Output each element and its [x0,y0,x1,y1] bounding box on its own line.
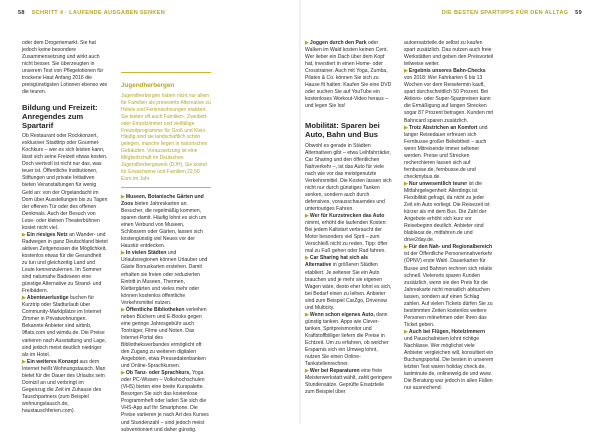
bullet-item: ▶Wenn schon eigenes Auto, dann günstig tanken. Apps wie Clever-tanken, Spritpreismonitor und Kraftstoffbilliger liefern die Preise in Echtzeit. Um zu erfahren, ob welcher Ersparnis sich ein Umweg lohnt, nutzen Sie einen Online-Tankstellenrechner. [305,311,389,368]
bullet-item: ▶Ein weiteres Konzept aus dem Internet heißt Wohnungstausch. Man bietet für die Dauer des Urlaubs sein Domizil an und verbringt im Gegenzug die Zeit im Zuhause des Tauschpartners (zum Beispiel wohnungstausch.de, haustauschferien.com). [22,358,106,414]
arrow-icon: ▶ [305,368,309,375]
left-section-title: SCHRITT 4 · LAUFENDE AUSGABEN SENKEN [31,10,166,16]
paragraph: autoersatzteile.de selbst zu kaufen spart zusätzlich. Das nutzen auch freie Werkstätten und geben den Preisvorteil teilweise weiter. [404,40,494,68]
arrow-icon: ▶ [121,194,125,200]
arrow-icon: ▶ [22,231,26,238]
bullet-item: ▶Trotz Abstrichen an Komfort und langer Reisedauer erfreuen sich Fernbusse großer Beliebtheit – auch wenn Mitreisende immer seltener werden. Preise und Strecken recherchieren lassen sich auf fernbusse.de, fernbusse.de und checkmybus.de. [404,124,488,180]
paragraph: Ob Restaurant oder Rockkonzert, exklusiver Stadttrip oder Gourmet-Kochkurs – wer es sich leisten kann, lässt sich seine Freizeit etwas kosten. Doch wertvoll ist nicht nur das, was teuer ist. Öffentliche Institutionen, Stiftungen und private Initiativen bieten Veranstaltungen für wenig Geld an: von der Orgelandacht im Dom über Ausstellungen bis zu Tagen der offenen Tür oder des offenen Denkmals. Auch der Besuch von Lese- oder kleinen Theaterbühnen kostet nicht viel. [22,133,108,231]
bullet-item: ▶Ein riesiges Netz an Wander- und Radwegen in ganz Deutschland bietet aktiven Zeitgenossen die Möglichkeit, kostenlos etwas für die Gesundheit zu tun und gleichzeitig Land und Leute kennenzulernen. Im Sommer sind naturnahe Badeseen eine günstige Alternative zu Strand- und Freibädern. [22,231,108,295]
right-page [300,0,600,424]
bullet-item: ▶Auch bei Flügen, Hotelzimmern und Pauschalreisen lohnt richtige Nachlässe. Wer möglichst viele Anbieter vergleichen will, konsultiert ein Buchungsportal. Die besten in unserem letzten Test waren holiday check.de, lastminute.de, onlinewelg.de und www. Die Beratung war jedoch in allen Fällen nur ausreichend. [404,328,494,392]
arrow-icon: ▶ [121,370,125,377]
left-running-header [13,10,165,16]
left-column-2 [121,194,211,434]
arrow-icon: ▶ [404,180,408,187]
arrow-icon: ▶ [404,328,408,335]
bullet-item: ▶In vielen Städten und Urlaubsregionen können Urlauber und Gäste Bonuskarten erstehen. Damit erhalten sie freien oder reduzierten Eintritt in Museen, Thermen, Klettergärten und vieles mehr oder können kostenlos öffentliche Verkehrsmittel nutzen. [121,250,208,306]
bullet-item: ▶Museen, Botanische Gärten und Zoos bieten Jahreskarten an. Besucher, die regelmäßig kommen, sparen damit. Häufig lohnt es sich um einen Verbund von Museen, Schlössern oder Gärten, lassen sich kostengünstig viel Neues vor der Haustür entdecken. [121,194,207,250]
section-heading-bildung: Bildung und Freizeit: Anregendes zum Spartarif [22,103,98,130]
paragraph: Obwohl es gerade in Städten Alternativen gibt – etwa Leihfahrräder, Car Sharing und den öffentlichen Nahverkehr –, ist das Auto für viele nach wie vor das meistgenutzte Verkehrsmittel. Die Kosten lassen sich nicht nur durch günstiges Tanken senken, sondern auch durch defensives, vorausschauendes und untertouriges Fahren. [305,142,392,213]
arrow-icon: ▶ [305,255,309,262]
right-page-number: 59 [575,10,582,16]
bullet-item: ▶Ergebnis unseres Bahn-Checks von 2018: Wer Fahrkarten 6 bis 13 Wochen vor dem Reisetermin kauft, spart durchschnittlich 50 Prozent. Bei Aktions- oder Super-Sparpreisen kann die Ermäßigung auf langen Strecken sogar 87 Prozent betragen. Kunden mit Bahncard sparen zusätzlich. [404,68,493,124]
bullet-item: ▶Ob Tanz- oder Sprachkurs, Yoga oder PC-Wissen – Volkshochschulen (VHS) bieten eine breite Kurspalette. Besorgen Sie sich das kostenlose Programmheft oder laden Sie sich die VHS-App auf Ihr Smartphone. Die Preise variieren je nach Art des Kurses und Stundenzahl – sind jedoch meist subventioniert und daher günstig. [121,370,209,433]
bullet-item: ▶Abenteuerlustige buchen für Kurztrip oder Stadturlaub über Community-Marktplätze im Internet Zimmer in Privatwohnungen. Bekannte Anbieter sind airbnb, 9flats.com und wimdu.de. Die Preise variieren nach Ausstattung und Lage, sind jedoch meist deutlich niedriger als im Hotel. [22,295,107,358]
box-bottom-rule [121,187,211,188]
arrow-icon: ▶ [121,306,125,313]
arrow-icon: ▶ [22,358,26,365]
arrow-icon: ▶ [305,213,309,220]
info-box-text: Jugendherbergen haben nicht nur allein für Familien als preiswerte Alternative zu Hotels und Ferienwohnungen etabliert. Sie bieten oft auch Familien-, Zweibett- oder Einzelzimmer und vielfältige Freizeitprogramme für Groß und Klein. Häufig sind sie landschaftlich schön gelegen, manche liegen in historischen Gebäuden. Voraussetzung ist eine Mitgliedschaft im Deutschen Jugendherbergswerk (DJH). Sie kostet für Erwachsene und Familien 22,50 Euro im Jahr. [121,93,211,182]
right-column-1 [305,40,393,396]
bullet-item: ▶Öffentliche Bibliotheken verleihen neben Büchern und E-Books gegen eine geringe Jahresgebühr auch Tonträger, Filme und Noten. Das Internet-Portal des Bibliotheksverbundes ermöglicht oft den Zugang zu weiteren digitalen Angeboten, etwa Pressedatenbanken und Online-Sprachkursen. [121,306,207,370]
section-heading-mobilitaet: Mobilität: Sparen bei Auto, Bahn und Bus [305,121,380,140]
left-page [0,0,300,433]
bullet-item: ▶Car Sharing hat sich als Alternative in größeren Städten etabliert. Je seltener Sie ein Auto brauchen und je mehr sie eigenen Wagen wäre, desto eher lohnt es sich, bei Bedarf einen zu leihen. Anbieter sind zum Beispiel CarZgo, Drivenow und Multicity. [305,255,392,311]
bullet-item: ▶Für den Nah- und Regionalbereich ist der Öffentliche Personennahverkehr (ÖPNV) erste Wahl. Dauerkarten für Busse und Bahnen rechnen sich relativ schnell. Vielerorts sparen Kunden zusätzlich, wenn sie den Preis für die Jahreskarte nicht monatlich abbuchen lassen, sondern auf einen Schlag zahlen. Auf vielen Tickets dürfen Sie zu bestimmten Zeiten kostenlos weitere Personen mitnehmen oder Ihren das Ticket geben. [404,244,493,328]
box-top-rule [121,72,211,73]
arrow-icon: ▶ [404,244,408,251]
paragraph: oder dem Drogeriemarkt. Sie hat jedoch keine besondere Zusammensetzung und wirkt auch nicht besser. Sie überzeugten in unserem Test von Pflegelotionen für trockene Haut Anfang 2016 die preisgünstigsten Lotionen ebenso wie die teuren. [22,40,108,96]
bullet-item: ▶Nur unwesentlich teurer ist die Mitfahrgelegenheit: Allerdings ist Flexibilität gefragt, da nicht zu jeder Zeit ein Auto vorliegt. Die Reisezeit ist kürzer als mit dem Bus. Die Zahl der Angebote erhöht sich kurz vor Reisebeginn deutlich. Anbieter sind blablacar.de, mitfahren.de und drive2day.de. [404,180,490,244]
bullet-item: ▶Wer bei Reparaturen eine freie Meisterwerkstatt wählt, zahlt geringere Stundensätze. Geprüfte Ersatzteile zum Beispiel über [305,368,392,396]
info-box-title: Jugendherbergen [121,82,175,89]
arrow-icon: ▶ [305,311,309,318]
right-section-title: DIE BESTEN SPARTIPPS FÜR DEN ALLTAG [441,10,569,16]
bullet-item: ▶Wer für Kurzstrecken das Auto nimmt, erhöht die laufenden Kosten: Bei jedem Kaltstart verbraucht der Motor besonders viel Sprit – zum Verschleiß nicht zu reden. Tipp: öfter mal zu Fuß gehen oder Rad fahren. [305,213,388,255]
right-running-header [442,10,587,16]
bullet-item: ▶Joggen durch den Park oder Walken im Wald kosten keinen Cent. Wer lieber ein Dach über dem Kopf hat, investiert in einen Home- oder Crosstrainer. Auch mit Yoga, Zumba, Pilates & Co. können Sie sich zu Hause fit halten: Kaufen Sie eine DVD oder suchen Sie auf YouTube ein kostenloses Workout-Video heraus – und legen Sie los! [305,40,392,110]
left-column-1 [22,40,108,415]
arrow-icon: ▶ [305,40,309,46]
arrow-icon: ▶ [404,124,408,131]
right-column-2 [404,40,494,392]
info-box-jugendherbergen [121,76,211,192]
arrow-icon: ▶ [121,250,125,257]
arrow-icon: ▶ [404,68,408,75]
left-page-number: 58 [18,10,25,16]
arrow-icon: ▶ [22,295,26,302]
